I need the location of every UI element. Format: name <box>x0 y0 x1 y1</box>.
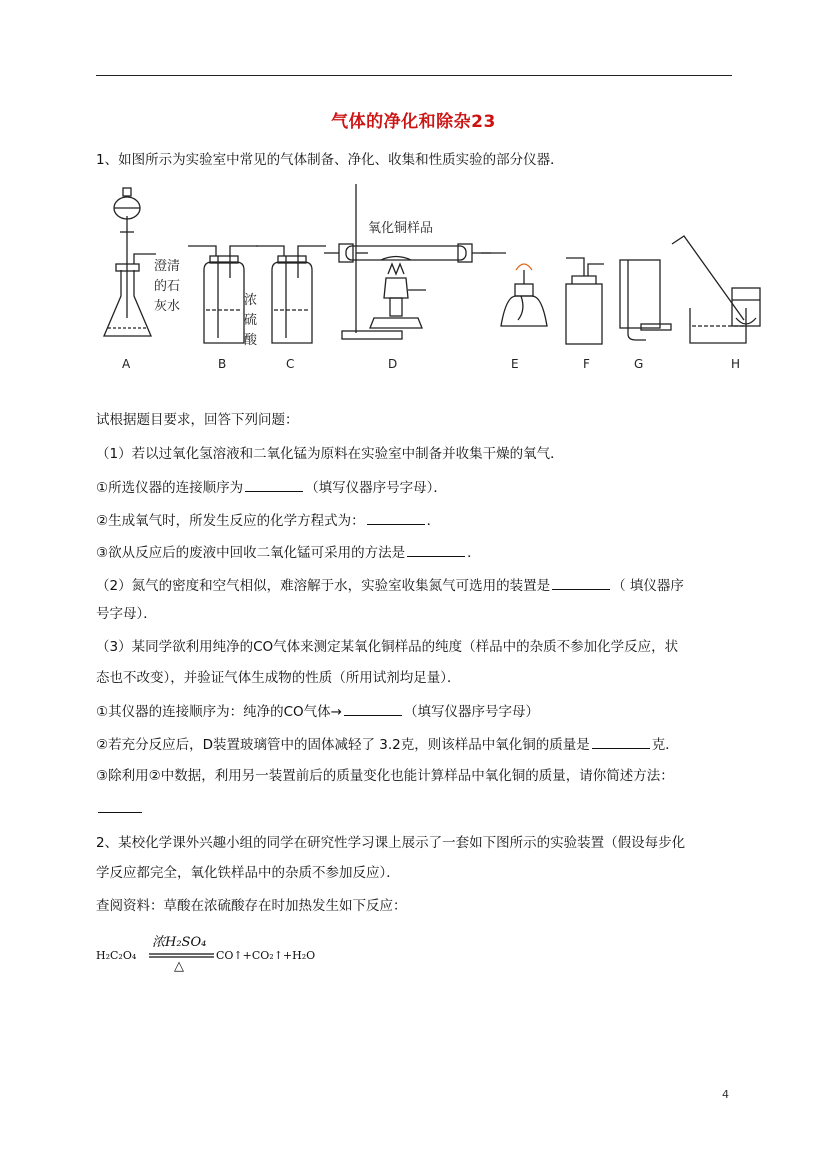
page-number: 4 <box>722 1088 729 1101</box>
answer-blank[interactable] <box>407 542 465 557</box>
equation-products: CO↑+CO₂↑+H₂O <box>216 949 316 962</box>
reaction-equation <box>96 932 356 972</box>
label-f: F <box>583 357 590 371</box>
label-d: D <box>388 357 398 371</box>
equation-condition-bottom: △ <box>174 959 184 974</box>
equation-reactant: H₂C₂O₄ <box>96 949 137 962</box>
label-c: C <box>286 357 295 371</box>
q2-line1: 2、某校化学课外兴趣小组的同学在研究性学习课上展示了一套如下图所示的实验装置（假设每步化 <box>96 835 686 851</box>
label-g: G <box>634 357 644 371</box>
q1-part2-cont: 号字母）． <box>96 606 157 622</box>
answer-blank[interactable] <box>552 575 610 590</box>
answer-blank[interactable] <box>245 477 303 492</box>
q1-part1-b: ②生成氧气时，所发生反应的化学方程式为： ． <box>96 510 440 531</box>
label-e: E <box>511 357 519 371</box>
acid-label-1: 浓 <box>244 293 258 308</box>
q1-lead: 试根据题目要求，回答下列问题： <box>96 412 299 428</box>
limewater-label-3: 灰水 <box>154 299 181 314</box>
label-a: A <box>122 357 131 371</box>
q1-intro: 1、如图所示为实验室中常见的气体制备、净化、收集和性质实验的部分仪器． <box>96 152 564 168</box>
answer-blank[interactable] <box>98 798 142 813</box>
q2-line2: 学反应都完全，氧化铁样品中的杂质不参加反应）． <box>96 865 400 881</box>
q1-part3-c: ③除利用②中数据，利用另一装置前后的质量变化也能计算样品中氧化铜的质量，请你简述方法： <box>96 768 674 784</box>
q1-part2: （2）氮气的密度和空气相似，难溶解于水，实验室收集氮气可选用的装置是 （ 填仪器序 <box>96 575 684 596</box>
apparatus-diagram <box>96 178 741 373</box>
q1-part1: （1）若以过氧化氢溶液和二氧化锰为原料在实验室中制备并收集干燥的氧气． <box>96 446 564 462</box>
answer-blank[interactable] <box>367 510 425 525</box>
page-title: 气体的净化和除杂23 <box>331 112 496 132</box>
limewater-label-1: 澄清 <box>154 259 181 274</box>
label-b: B <box>218 357 227 371</box>
answer-blank[interactable] <box>344 701 402 716</box>
sample-label: 氧化铜样品 <box>368 221 434 236</box>
equation-graphic <box>96 932 356 972</box>
q1-part3-line1: （3）某同学欲利用纯净的CO气体来测定某氧化铜样品的纯度（样品中的杂质不参加化学反应，状 <box>96 639 679 655</box>
acid-label-3: 酸 <box>244 333 258 348</box>
q1-part3-line2: 态也不改变），并验证气体生成物的性质（所用试剂均足量）． <box>96 670 461 686</box>
q1-part3-b: ②若充分反应后，D装置玻璃管中的固体减轻了 3.2克，则该样品中氧化铜的质量是 克． <box>96 734 679 755</box>
q2-line3: 查阅资料：草酸在浓硫酸存在时加热发生如下反应： <box>96 898 407 914</box>
apparatus-figure <box>96 178 741 373</box>
q1-part1-c: ③欲从反应后的废液中回收二氧化锰可采用的方法是 ． <box>96 542 481 563</box>
acid-label-2: 硫 <box>244 313 258 328</box>
q1-part3-c-blank-line <box>96 798 144 819</box>
limewater-label-2: 的石 <box>154 279 181 294</box>
q1-part3-a: ①其仪器的连接顺序为：纯净的CO气体→ （填写仪器序号字母） <box>96 701 539 722</box>
label-h: H <box>731 357 741 371</box>
equation-condition-top: 浓H₂SO₄ <box>152 935 207 950</box>
header-rule <box>96 75 732 76</box>
q1-part1-a: ①所选仪器的连接顺序为 （填写仪器序号字母）． <box>96 477 447 498</box>
answer-blank[interactable] <box>592 734 650 749</box>
